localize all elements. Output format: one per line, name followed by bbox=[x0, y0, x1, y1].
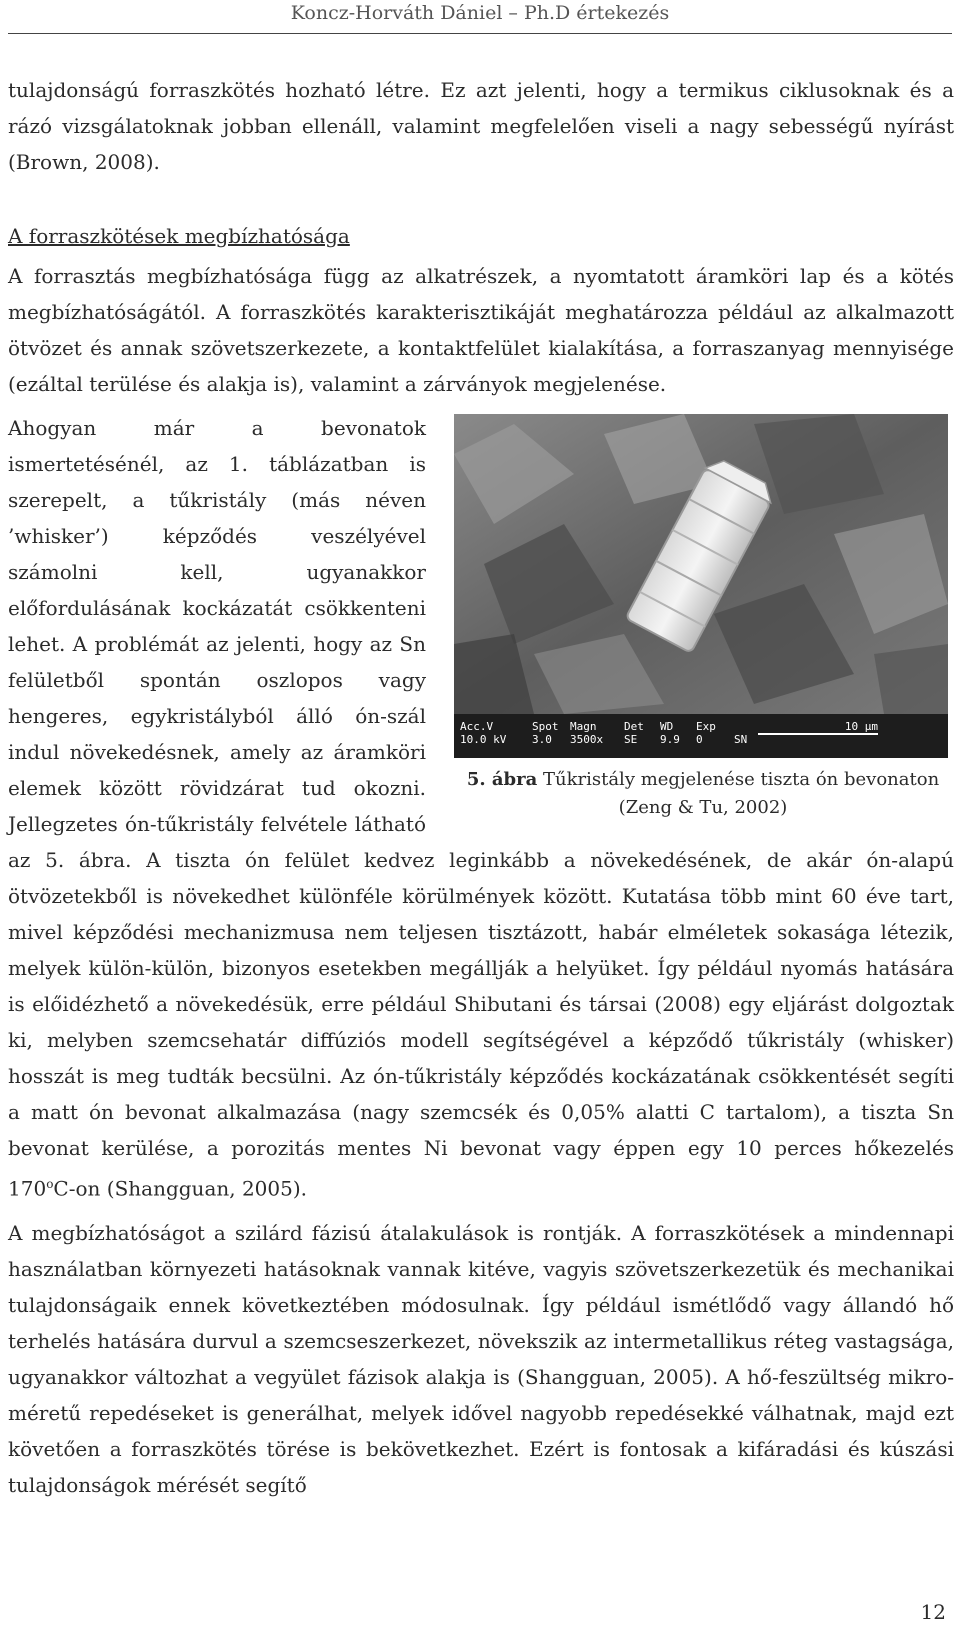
figure-label: 5. ábra bbox=[466, 769, 538, 790]
sem-info-bar: Acc.V 10.0 kV Spot 3.0 Magn 3500x Det SE WD 9.9 Exp 0 SN 10 µm bbox=[454, 714, 948, 758]
degree-superscript: o bbox=[46, 1177, 54, 1191]
header-rule bbox=[8, 33, 952, 34]
whisker-text: Ahogyan már a bevonatok ismertetésénél, az 1. táblázatban is szerepelt, a tűkristály (más néven ’whisker’) képződés veszélyével számolni kell, ugyanakkor előfordulásának kockázatát csökkenteni lehet. A problémát az jelenti, hogy az Sn felületből spontán oszlopos vagy hengeres, egykristályból álló ón-szál indul növekedésnek, amely az áramköri elemek között rövidzárat tud okozni. Jellegzetes ón-tűkristály felvétele látható az 5. ábra. A tiszta ón felület kedvez leginkább a növekedésének, de akár ón-alapú ötvözetekből is növekedhet különféle körülmények között. Kutatása több mint 60 éve tart, mivel képződési mechanizmusa nem teljesen tisztázott, habár elméletek sokasága létezik, melyek külön-külön, bizonyos esetekben megállják a helyüket. Így például nyomás hatására is előidézhető a növekedésük, erre például Shibutani és társai (2008) egy eljárást dolgoztak ki, melyben szemcsehatár diffúziós modell segítségével a képződő tűkristály (whisker) hosszát is meg tudták becsülni. Az ón-tűkristály képződés kockázatának csökkentését segíti a matt ón bevonat alkalmazása (nagy szemcsék és 0,05% alatti C tartalom), a tiszta Sn bevonat kerülése, a porozitás mentes Ni bevonat vagy éppen egy 10 perces hőkezelés 170 bbox=[8, 416, 954, 1201]
figure-source: (Zeng & Tu, 2002) bbox=[618, 797, 788, 818]
page-number: 12 bbox=[920, 1600, 946, 1624]
paragraph-continuation: tulajdonságú forraszkötés hozható létre. Ez azt jelenti, hogy a termikus ciklusoknak és a rázó vizsgálatoknak jobban ellenáll, valamint megfelelően viseli a nagy sebességű nyírást (Brown, 2008). bbox=[8, 78, 954, 174]
sem-micrograph-svg bbox=[454, 414, 948, 758]
paragraph-whisker bbox=[8, 410, 954, 1207]
scale-bar: 10 µm bbox=[758, 720, 878, 735]
section-heading: A forraszkötések megbízhatósága bbox=[8, 224, 350, 248]
whisker-text-end: C-on (Shangguan, 2005). bbox=[53, 1176, 308, 1201]
figure-caption-text: Tűkristály megjelenése tiszta ón bevonaton bbox=[537, 769, 940, 790]
running-header: Koncz-Horváth Dániel – Ph.D értekezés bbox=[290, 2, 670, 24]
figure-caption bbox=[454, 766, 952, 822]
paragraph-reliability: A forrasztás megbízhatósága függ az alkatrészek, a nyomtatott áramköri lap és a kötés megbízhatóságától. A forraszkötés karakterisztikáját meghatározza például az alkalmazott ötvözet és annak szövetszerkezete, a kontaktfelület kialakítása, a forraszanyag mennyisége (ezáltal terülése és alakja is), valamint a zárványok megjelenése. bbox=[8, 264, 954, 396]
figure-5 bbox=[444, 414, 954, 826]
paragraph-solid-phase: A megbízhatóságot a szilárd fázisú átalakulások is rontják. A forraszkötések a mindennapi használatban környezeti hatásoknak vannak kitéve, vagyis szövetszerkezetük és mechanikai tulajdonságaik ennek következtében módosulnak. Így például ismétlődő vagy állandó hő terhelés hatására durvul a szemcseszerkezet, növekszik az intermetallikus réteg vastagsága, ugyanakkor változhat a vegyület fázisok alakja is (Shangguan, 2005). A hő-feszültség mikro-méretű repedéseket is generálhat, melyek idővel nagyobb repedésekké válhatnak, majd ezt követően a forraszkötés törése is bekövetkezhet. Ezért is fontosak a kifáradási és kúszási tulajdonságok mérését segítő bbox=[8, 1220, 954, 1497]
sem-micrograph-image bbox=[454, 414, 948, 758]
body-text bbox=[8, 72, 954, 1511]
